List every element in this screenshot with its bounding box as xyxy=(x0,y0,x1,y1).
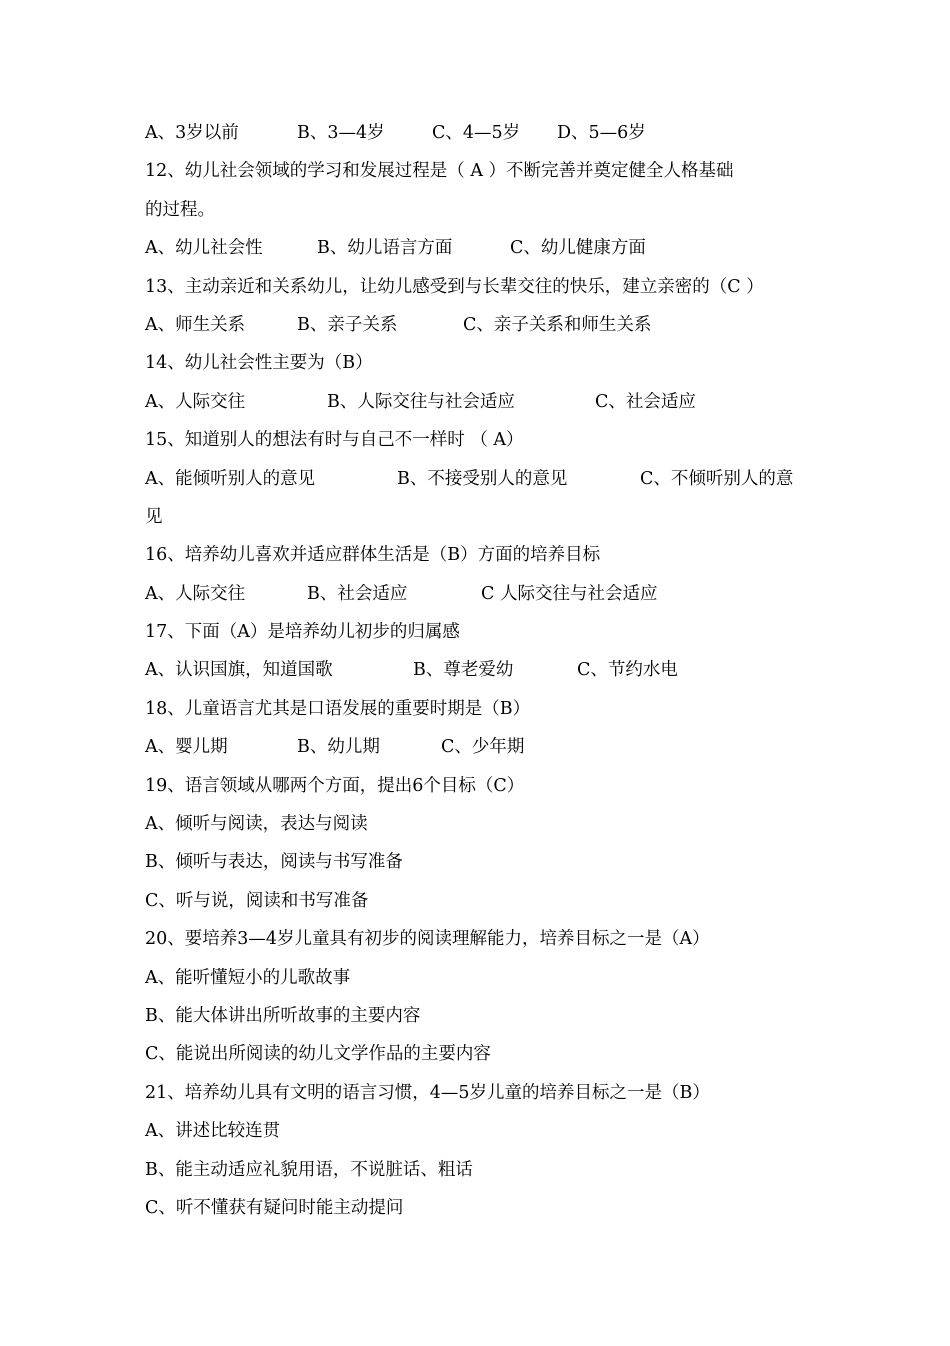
option-a: A、人际交往 xyxy=(145,583,246,604)
option-a: A、讲述比较连贯 xyxy=(145,1121,281,1142)
option-a: A、认识国旗，知道国歌 xyxy=(145,660,333,681)
option-row xyxy=(145,651,815,689)
question-15: 15、知道别人的想法有时与自己不一样时 （ A） xyxy=(145,430,524,451)
question-14: 14、幼儿社会性主要为（B） xyxy=(145,353,373,374)
option-a: A、幼儿社会性 xyxy=(145,238,263,259)
question-19: 19、语言领域从哪两个方面，提出6个目标（C） xyxy=(145,775,525,796)
option-a: A、能倾听别人的意见 xyxy=(145,468,316,489)
option-a: A、师生关系 xyxy=(145,314,246,335)
option-c: C、能说出所阅读的幼儿文学作品的主要内容 xyxy=(145,1044,491,1065)
option-b: B、3—4岁 xyxy=(297,123,385,143)
option-d: D、5—6岁 xyxy=(557,123,646,143)
option-row xyxy=(145,575,815,613)
question-list xyxy=(145,114,815,1227)
option-a: A、婴儿期 xyxy=(145,737,228,758)
question-21: 21、培养幼儿具有文明的语言习惯，4—5岁儿童的培养目标之一是（B） xyxy=(145,1082,710,1103)
option-b: B、尊老爱幼 xyxy=(413,660,514,681)
option-c: C、节约水电 xyxy=(577,660,678,681)
option-c: C、不倾听别人的意 xyxy=(640,468,794,489)
question-18: 18、儿童语言尤其是口语发展的重要时期是（B） xyxy=(145,698,531,719)
question-12-continued: 的过程。 xyxy=(145,199,215,220)
option-a: A、3岁以前 xyxy=(145,123,239,143)
question-13: 13、主动亲近和关系幼儿，让幼儿感受到与长辈交往的快乐，建立亲密的（C ） xyxy=(145,276,764,297)
option-c: C、听不懂获有疑问时能主动提问 xyxy=(145,1197,404,1218)
question-20: 20、要培养3—4岁儿童具有初步的阅读理解能力，培养目标之一是（A） xyxy=(145,929,710,950)
option-c: C、4—5岁 xyxy=(432,123,521,143)
option-b: B、社会适应 xyxy=(307,583,408,604)
option-a: A、人际交往 xyxy=(145,391,246,412)
option-row xyxy=(145,728,815,766)
option-c: C、社会适应 xyxy=(595,391,696,412)
option-b: B、能大体讲出所听故事的主要内容 xyxy=(145,1005,421,1026)
option-b: B、幼儿期 xyxy=(297,737,380,758)
option-b: B、亲子关系 xyxy=(297,314,398,335)
option-c: C、幼儿健康方面 xyxy=(510,238,646,259)
option-b: B、倾听与表达，阅读与书写准备 xyxy=(145,852,403,873)
option-b: B、幼儿语言方面 xyxy=(317,238,453,259)
question-12: 12、幼儿社会领域的学习和发展过程是（ A ）不断完善并奠定健全人格基础 xyxy=(145,161,734,182)
option-c: C、少年期 xyxy=(441,737,525,758)
option-b: B、人际交往与社会适应 xyxy=(327,391,515,412)
option-b: B、不接受别人的意见 xyxy=(397,468,568,489)
option-b: B、能主动适应礼貌用语，不说脏话、粗话 xyxy=(145,1159,473,1180)
option-row xyxy=(145,306,815,344)
option-c: C、听与说，阅读和书写准备 xyxy=(145,890,369,911)
option-row xyxy=(145,383,815,421)
option-c: C、亲子关系和师生关系 xyxy=(463,314,652,335)
question-16: 16、培养幼儿喜欢并适应群体生活是（B）方面的培养目标 xyxy=(145,545,601,566)
option-row xyxy=(145,229,815,267)
option-c: C 人际交往与社会适应 xyxy=(481,583,658,604)
option-row xyxy=(145,114,815,152)
option-a: A、倾听与阅读，表达与阅读 xyxy=(145,814,368,835)
question-15-continued: 见 xyxy=(145,506,163,527)
option-row xyxy=(145,460,815,498)
option-a: A、能听懂短小的儿歌故事 xyxy=(145,967,351,988)
question-17: 17、下面（A）是培养幼儿初步的归属感 xyxy=(145,622,460,643)
